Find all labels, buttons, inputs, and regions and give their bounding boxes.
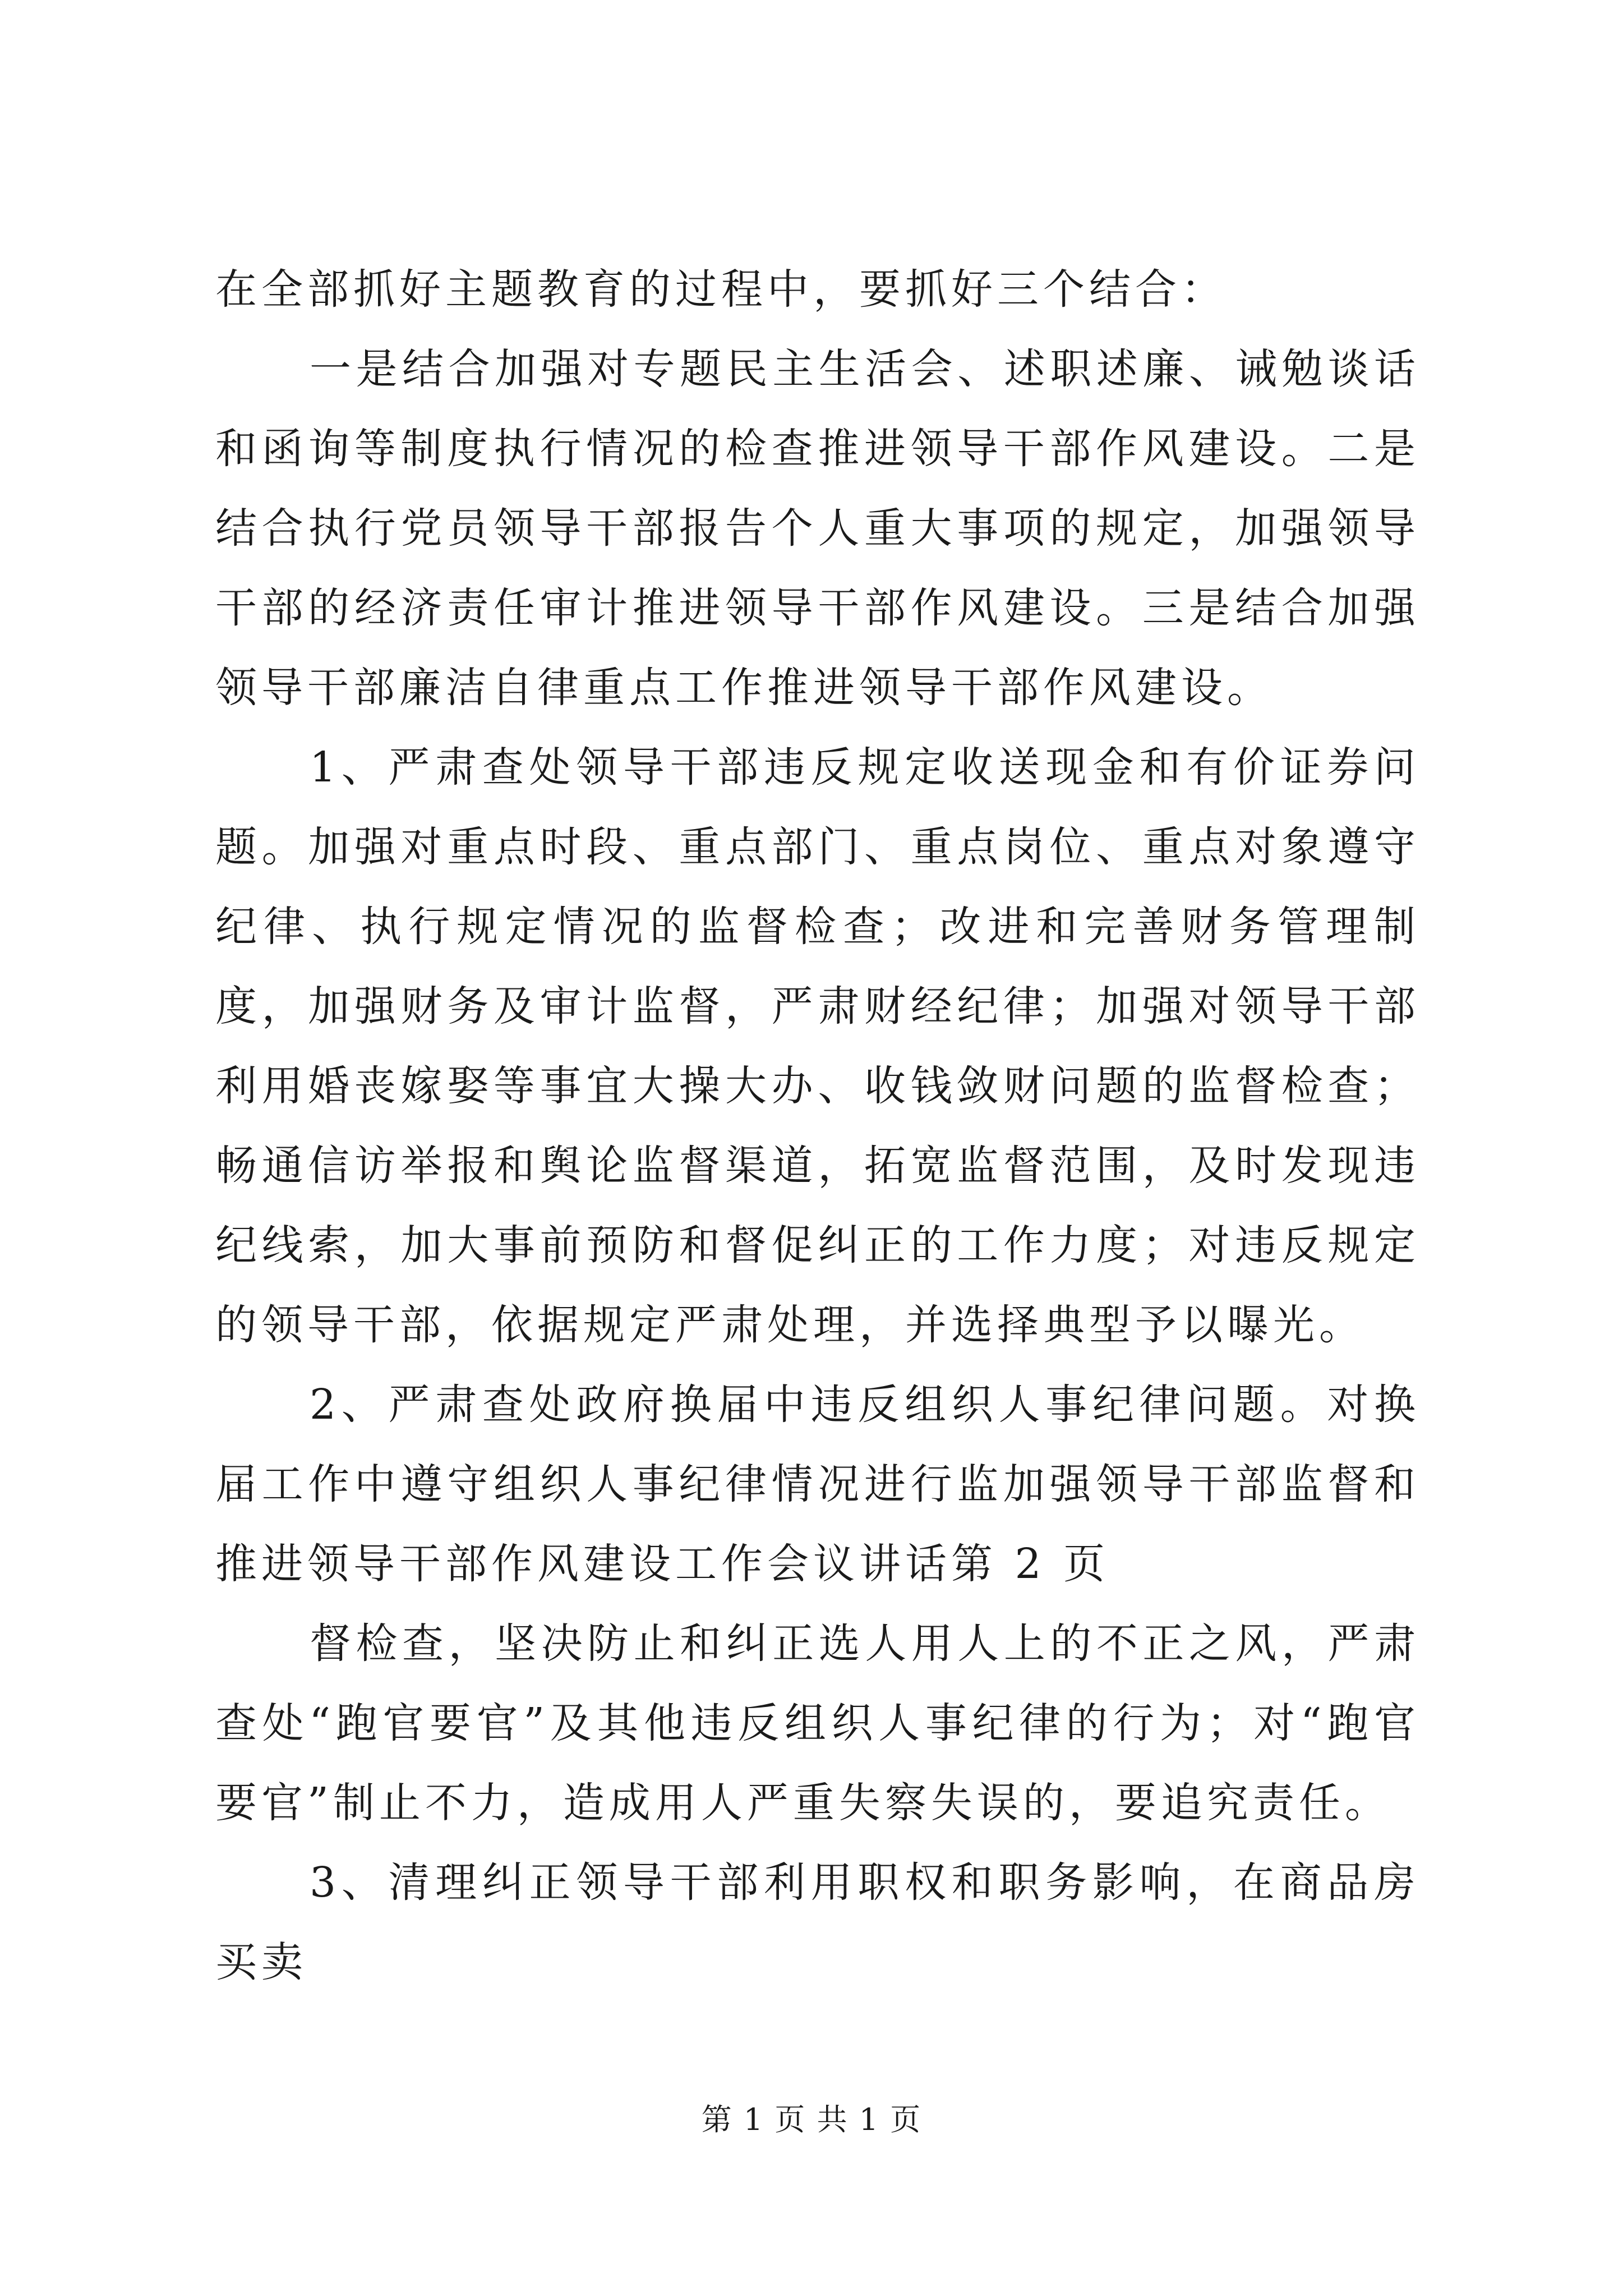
page-footer: 第 1 页 共 1 页: [701, 2102, 922, 2137]
paragraph-item-1: 1、严肃查处领导干部违反规定收送现金和有价证券问题。加强对重点时段、重点部门、重点岗位、重点对象遵守纪律、执行规定情况的监督检查；改进和完善财务管理制度，加强财务及审计监督，严肃财经纪律；加强对领导干部利用婚丧嫁娶等事宜大操大办、收钱敛财问题的监督检查；畅通信访举报和舆论监督渠道，拓宽监督范围，及时发现违纪线索，加大事前预防和督促纠正的工作力度；对违反规定的领导干部，依据规定严肃处理，并选择典型予以曝光。: [215, 743, 1420, 1349]
paragraph-three-combinations: 一是结合加强对专题民主生活会、述职述廉、诫勉谈话和函询等制度执行情况的检查推进领导干部作风建设。二是结合执行党员领导干部报告个人重大事项的规定，加强领导干部的经济责任审计推进领导干部作风建设。三是结合加强领导干部廉洁自律重点工作推进领导干部作风建设。: [215, 345, 1420, 712]
paragraph-intro: 在全部抓好主题教育的过程中，要抓好三个结合：: [215, 265, 1227, 314]
paragraph-item-2-continued: 督检查，坚决防止和纠正选人用人上的不正之风，严肃查处“跑官要官”及其他违反组织人事纪律的行为；对“跑官要官”制止不力，造成用人严重失察失误的，要追究责任。: [215, 1619, 1420, 1827]
paragraph-item-3: 3、清理纠正领导干部利用职权和职务影响，在商品房买卖: [215, 1858, 1420, 1986]
paragraph-item-2: 2、严肃查处政府换届中违反组织人事纪律问题。对换届工作中遵守组织人事纪律情况进行监加强领导干部监督和推进领导干部作风建设工作会议讲话第 2 页: [215, 1381, 1420, 1588]
document-body: [215, 250, 1420, 2002]
